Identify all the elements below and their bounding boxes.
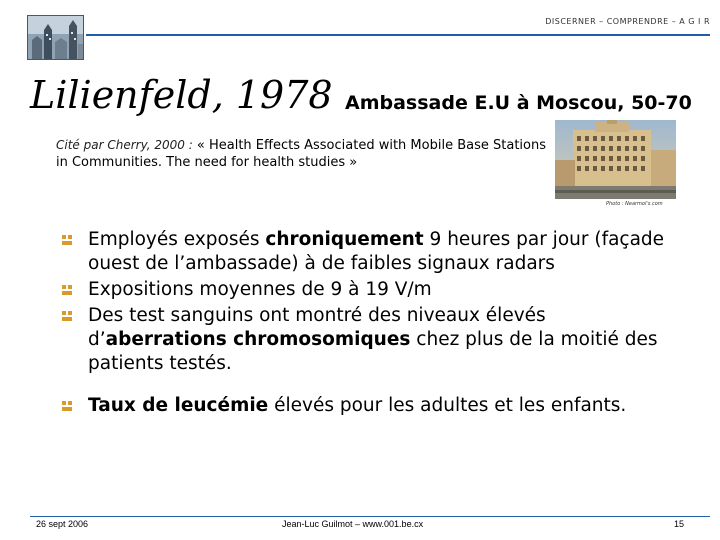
bullet-text: Des test sanguins ont montré des niveaux élevés d’ bbox=[88, 305, 546, 350]
citation-text: « Health Effects Associated with Mobile Base Stations in Communities. The need for health studies » bbox=[56, 138, 546, 170]
bullet-text: élevés pour les adultes et les enfants. bbox=[268, 395, 627, 416]
bullet-text: Employés exposés bbox=[88, 229, 266, 250]
cityscape-logo-icon bbox=[27, 15, 84, 60]
bullet-icon bbox=[62, 311, 72, 321]
bullet-emphasis: Taux de leucémie bbox=[88, 395, 269, 416]
bullet-emphasis: aberrations chromosomiques bbox=[105, 329, 411, 350]
slide-title: Lilienfeld, 1978 bbox=[30, 73, 333, 117]
bullet-text: Expositions moyennes de 9 à 19 V/m bbox=[88, 279, 432, 300]
bullet-list bbox=[62, 228, 682, 420]
citation bbox=[56, 137, 556, 171]
footer-rule bbox=[30, 516, 710, 517]
bullet-item bbox=[62, 304, 682, 376]
slide-subtitle: Ambassade E.U à Moscou, 50-70 bbox=[345, 92, 692, 114]
footer-date: 26 sept 2006 bbox=[36, 519, 89, 529]
bullet-item bbox=[62, 228, 682, 276]
header-rule bbox=[86, 34, 710, 36]
embassy-building-photo bbox=[555, 120, 676, 199]
header-text: DISCERNER – COMPRENDRE – A G I R bbox=[545, 17, 710, 26]
bullet-text: 9 heures par jour (façade ouest de l’ambassade) à de faibles signaux radars bbox=[88, 229, 665, 274]
bullet-emphasis: chroniquement bbox=[265, 229, 424, 250]
bullet-icon bbox=[62, 285, 72, 295]
bullet-icon bbox=[62, 235, 72, 245]
photo-credit: Photo : Nearmoi's.com bbox=[606, 201, 663, 207]
bullet-item bbox=[62, 278, 682, 302]
page-number: 15 bbox=[673, 519, 684, 529]
bullet-text: chez plus de la moitié des patients testés. bbox=[88, 329, 658, 374]
citation-prefix: Cité par Cherry, 2000 : bbox=[56, 138, 193, 152]
footer-author: Jean-Luc Guilmot – www.001.be.cx bbox=[282, 519, 424, 529]
bullet-item bbox=[62, 394, 682, 418]
bullet-icon bbox=[62, 401, 72, 411]
